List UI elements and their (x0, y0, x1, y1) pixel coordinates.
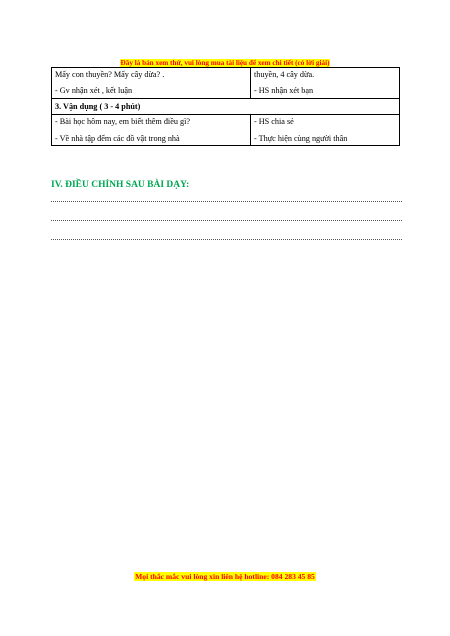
adjustment-heading: IV. ĐIỀU CHỈNH SAU BÀI DẠY: (51, 180, 190, 190)
cell-line: - Bài học hôm nay, em biết thêm điều gì? (55, 117, 190, 127)
dotted-line (51, 200, 402, 202)
table-row (52, 115, 400, 146)
preview-banner-text: Đây là bản xem thử, vui lòng mua tài liệu để xem chi tiết (có lời giải) (120, 59, 330, 67)
cell-line: - HS chia sẻ (254, 117, 294, 127)
table-cell-student (251, 68, 400, 99)
section-title: 3. Vận dụng ( 3 - 4 phút) (52, 98, 400, 114)
cell-line: - Về nhà tập đếm các đồ vật trong nhà (55, 133, 180, 143)
cell-line: Mấy con thuyền? Mấy cây dừa? . (55, 70, 165, 79)
table-cell-teacher (52, 68, 251, 99)
hotline-footer (0, 566, 450, 584)
dotted-line (51, 238, 402, 240)
dotted-line (51, 219, 402, 221)
table-cell-student (251, 115, 400, 146)
hotline-text: Mọi thắc mắc vui lòng xin liên hệ hotline: 084 283 45 85 (135, 572, 315, 581)
table-cell-teacher (52, 115, 251, 146)
cell-line: - Thực hiện cùng người thân (254, 133, 348, 143)
cell-line: - Gv nhận xét , kết luận (55, 86, 133, 96)
cell-line: thuyền, 4 cây dừa. (254, 70, 315, 79)
lesson-table (51, 67, 400, 146)
cell-line: - HS nhận xét bạn (254, 86, 314, 96)
table-row-section (52, 98, 400, 114)
table-row (52, 68, 400, 99)
